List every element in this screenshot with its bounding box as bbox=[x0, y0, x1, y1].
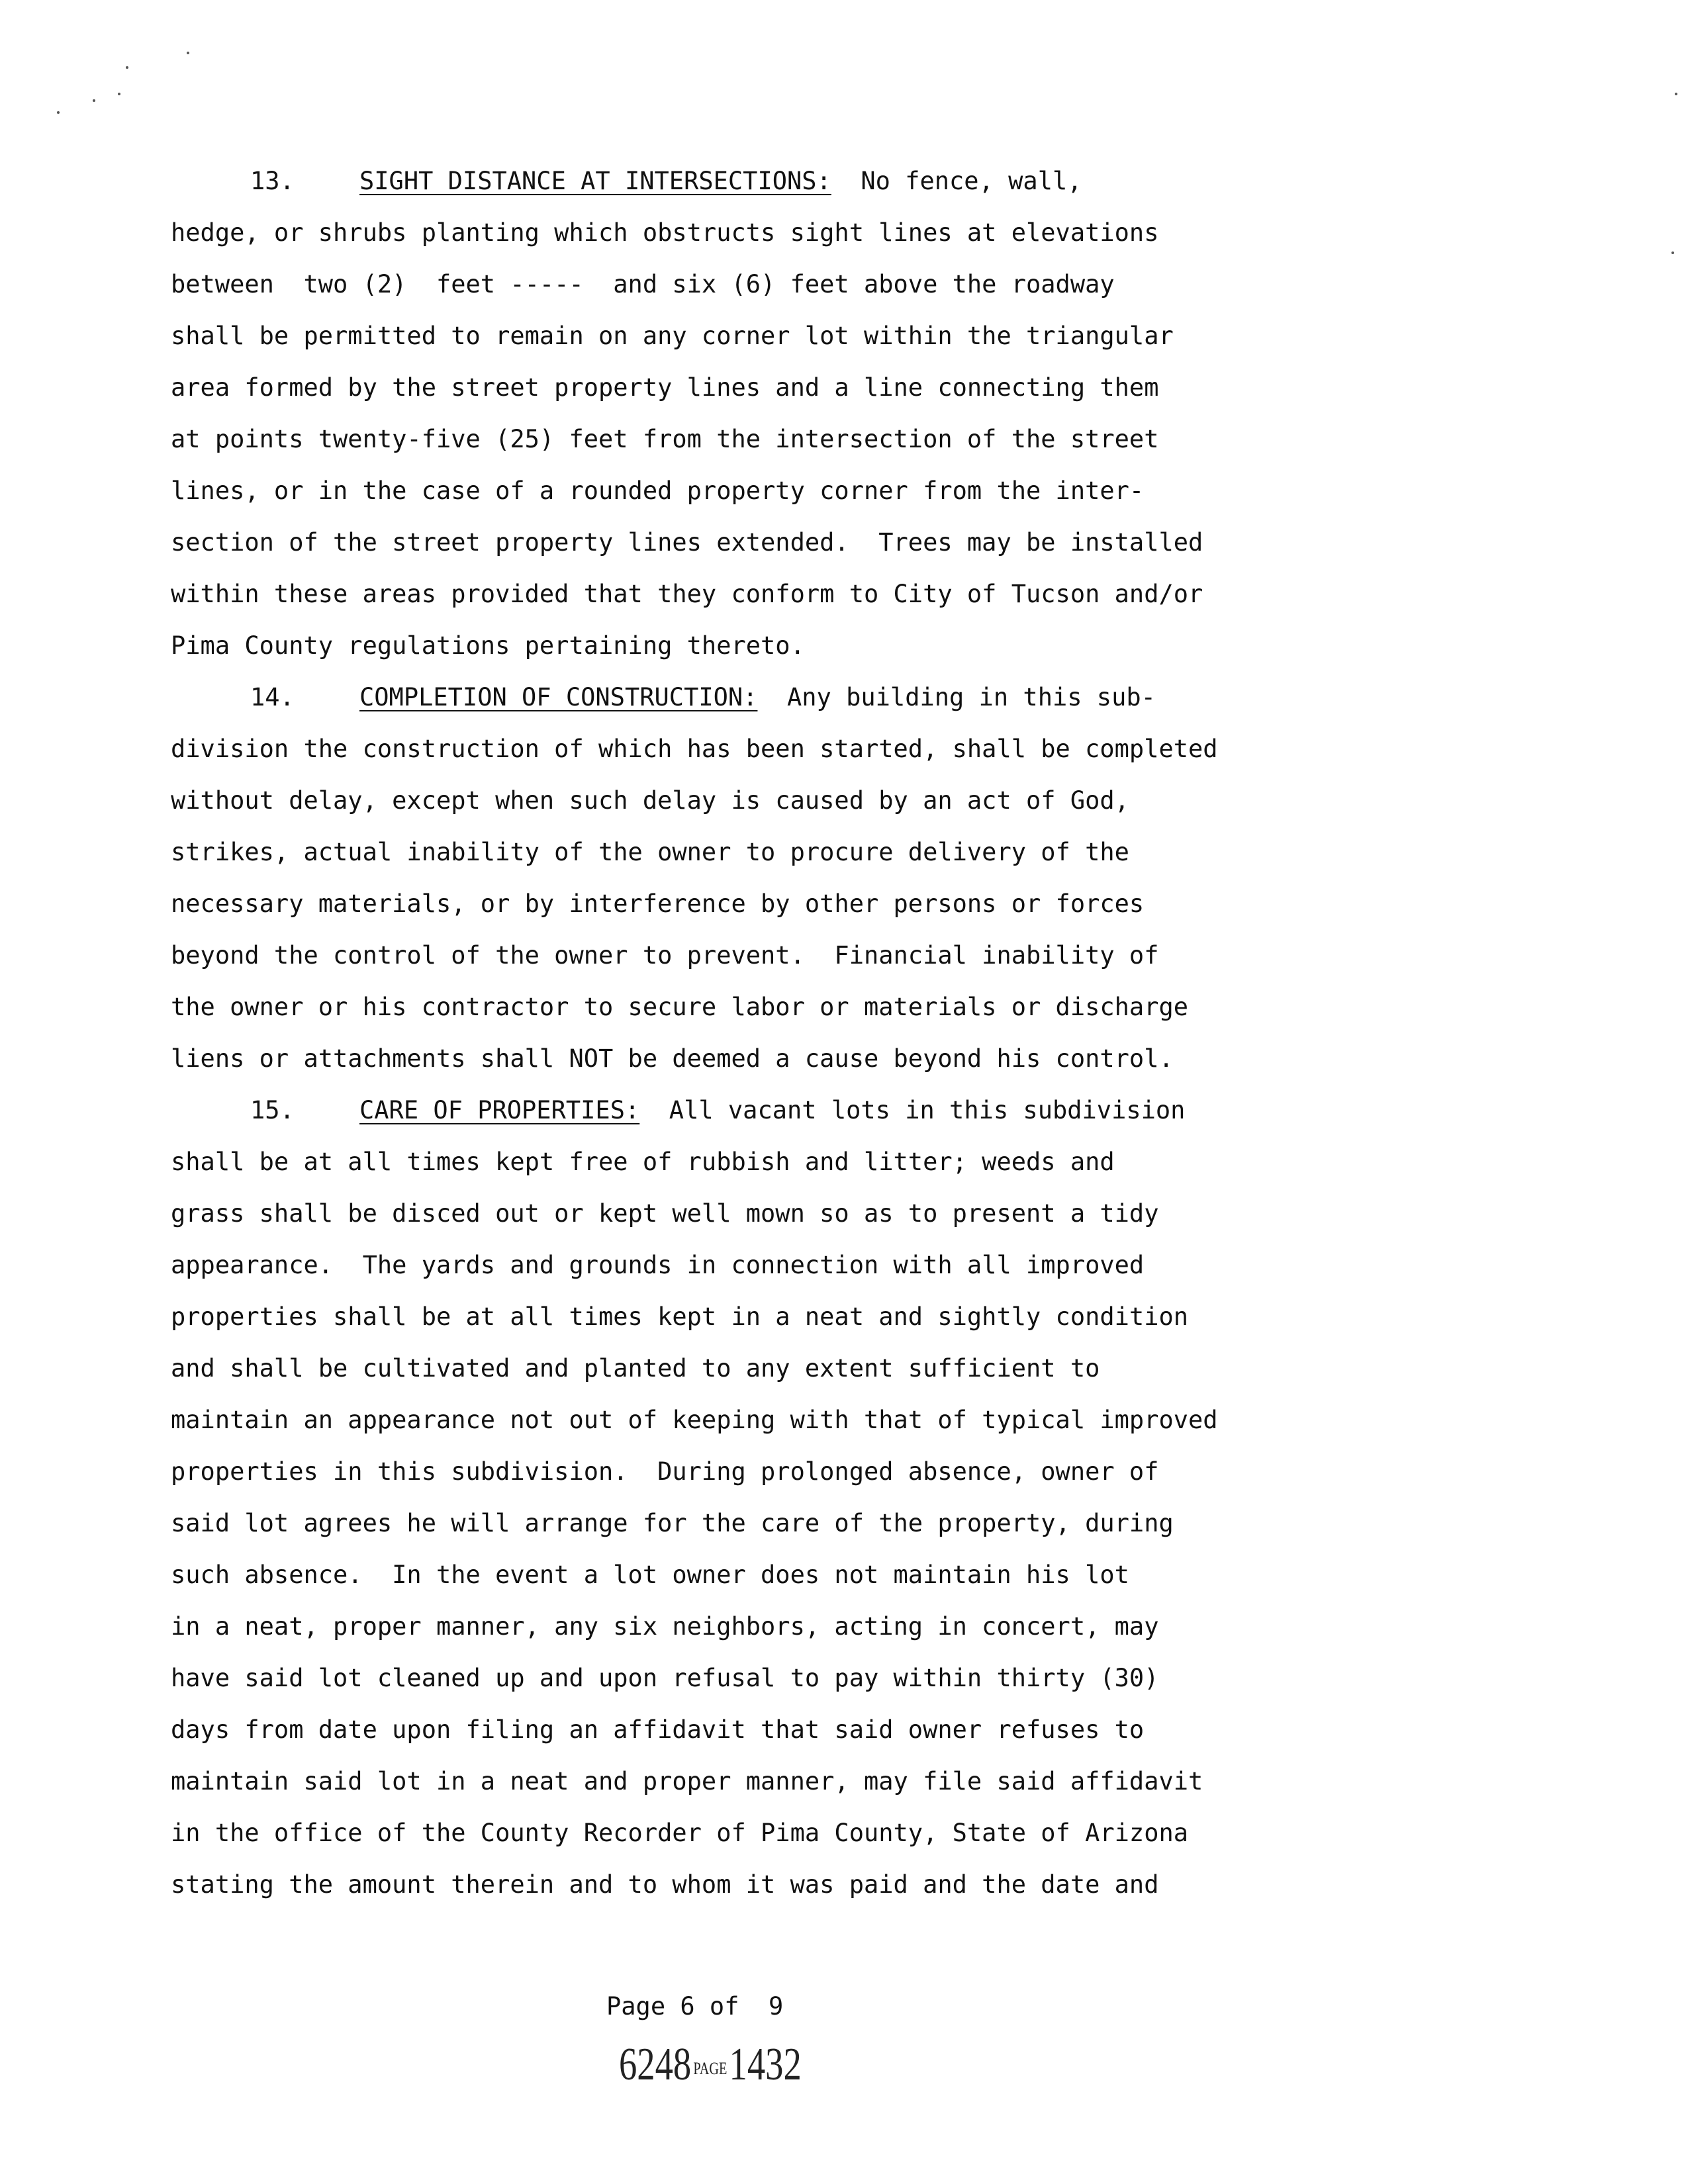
scan-speck bbox=[93, 99, 95, 102]
section-15-line: days from date upon filing an affidavit that said owner refuses to bbox=[171, 1715, 1145, 1744]
section-14-number: 14. bbox=[250, 683, 295, 711]
section-14-line: liens or attachments shall NOT be deemed a cause beyond his control. bbox=[171, 1044, 1174, 1073]
section-13-line: Pima County regulations pertaining thereto. bbox=[171, 631, 805, 660]
section-15-line: in a neat, proper manner, any six neighbors, acting in concert, may bbox=[171, 1612, 1159, 1641]
section-14-first-line bbox=[171, 683, 1156, 712]
section-13-line: hedge, or shrubs planting which obstructs sight lines at elevations bbox=[171, 218, 1159, 247]
section-13-line: at points twenty-five (25) feet from the intersection of the street bbox=[171, 425, 1159, 453]
section-13-number: 13. bbox=[250, 167, 295, 195]
page-number-label: Page 6 of 9 bbox=[606, 1992, 784, 2021]
section-15-first-line-text: All vacant lots in this subdivision bbox=[639, 1096, 1186, 1124]
section-15-number: 15. bbox=[250, 1096, 295, 1124]
docket-stamp bbox=[619, 2038, 802, 2095]
scan-speck bbox=[126, 66, 128, 69]
section-15-line: such absence. In the event a lot owner does not maintain his lot bbox=[171, 1561, 1129, 1589]
section-14-line: necessary materials, or by interference by other persons or forces bbox=[171, 889, 1145, 918]
section-15-line: maintain an appearance not out of keeping with that of typical improved bbox=[171, 1406, 1218, 1434]
section-13-first-line-text: No fence, wall, bbox=[831, 167, 1082, 195]
section-15-line: maintain said lot in a neat and proper manner, may file said affidavit bbox=[171, 1767, 1203, 1796]
section-13-line: section of the street property lines extended. Trees may be installed bbox=[171, 528, 1203, 557]
section-13-line: between two (2) feet ----- and six (6) feet above the roadway bbox=[171, 270, 1115, 298]
section-14-line: strikes, actual inability of the owner to procure delivery of the bbox=[171, 838, 1129, 866]
scan-speck bbox=[57, 111, 60, 114]
section-14-line: beyond the control of the owner to prevent. Financial inability of bbox=[171, 941, 1159, 970]
section-14-line: the owner or his contractor to secure labor or materials or discharge bbox=[171, 993, 1189, 1021]
section-13-line: lines, or in the case of a rounded property corner from the inter- bbox=[171, 477, 1145, 505]
section-13-line: area formed by the street property lines and a line connecting them bbox=[171, 373, 1159, 402]
section-15-line: and shall be cultivated and planted to any extent sufficient to bbox=[171, 1354, 1100, 1383]
section-15-line: stating the amount therein and to whom it was paid and the date and bbox=[171, 1870, 1159, 1899]
docket-page-word: PAGE bbox=[693, 2058, 727, 2078]
section-13-heading: SIGHT DISTANCE AT INTERSECTIONS: bbox=[359, 167, 831, 195]
section-15-line: properties in this subdivision. During prolonged absence, owner of bbox=[171, 1457, 1159, 1486]
docket-page-number: 1432 bbox=[729, 2039, 802, 2090]
section-13-line: within these areas provided that they conform to City of Tucson and/or bbox=[171, 580, 1203, 608]
docket-number: 6248 bbox=[619, 2039, 692, 2090]
section-15-heading: CARE OF PROPERTIES: bbox=[359, 1096, 640, 1124]
section-14-heading: COMPLETION OF CONSTRUCTION: bbox=[359, 683, 758, 711]
scan-speck bbox=[1671, 251, 1674, 254]
section-13-first-line bbox=[171, 167, 1082, 196]
section-15-first-line bbox=[171, 1096, 1185, 1125]
section-15-line: grass shall be disced out or kept well mown so as to present a tidy bbox=[171, 1199, 1159, 1228]
section-14-first-line-text: Any building in this sub- bbox=[757, 683, 1156, 711]
section-15-line: in the office of the County Recorder of Pima County, State of Arizona bbox=[171, 1819, 1189, 1847]
scan-speck bbox=[187, 52, 189, 54]
section-15-line: have said lot cleaned up and upon refusal to pay within thirty (30) bbox=[171, 1664, 1159, 1692]
section-15-line: said lot agrees he will arrange for the care of the property, during bbox=[171, 1509, 1174, 1537]
section-15-line: appearance. The yards and grounds in connection with all improved bbox=[171, 1251, 1145, 1279]
section-14-line: without delay, except when such delay is caused by an act of God, bbox=[171, 786, 1129, 815]
section-15-line: shall be at all times kept free of rubbish and litter; weeds and bbox=[171, 1148, 1115, 1176]
section-13-line: shall be permitted to remain on any corner lot within the triangular bbox=[171, 322, 1174, 350]
section-14-line: division the construction of which has been started, shall be completed bbox=[171, 735, 1218, 763]
scan-speck bbox=[118, 93, 120, 95]
section-15-line: properties shall be at all times kept in a neat and sightly condition bbox=[171, 1302, 1189, 1331]
scan-speck bbox=[1675, 93, 1677, 95]
